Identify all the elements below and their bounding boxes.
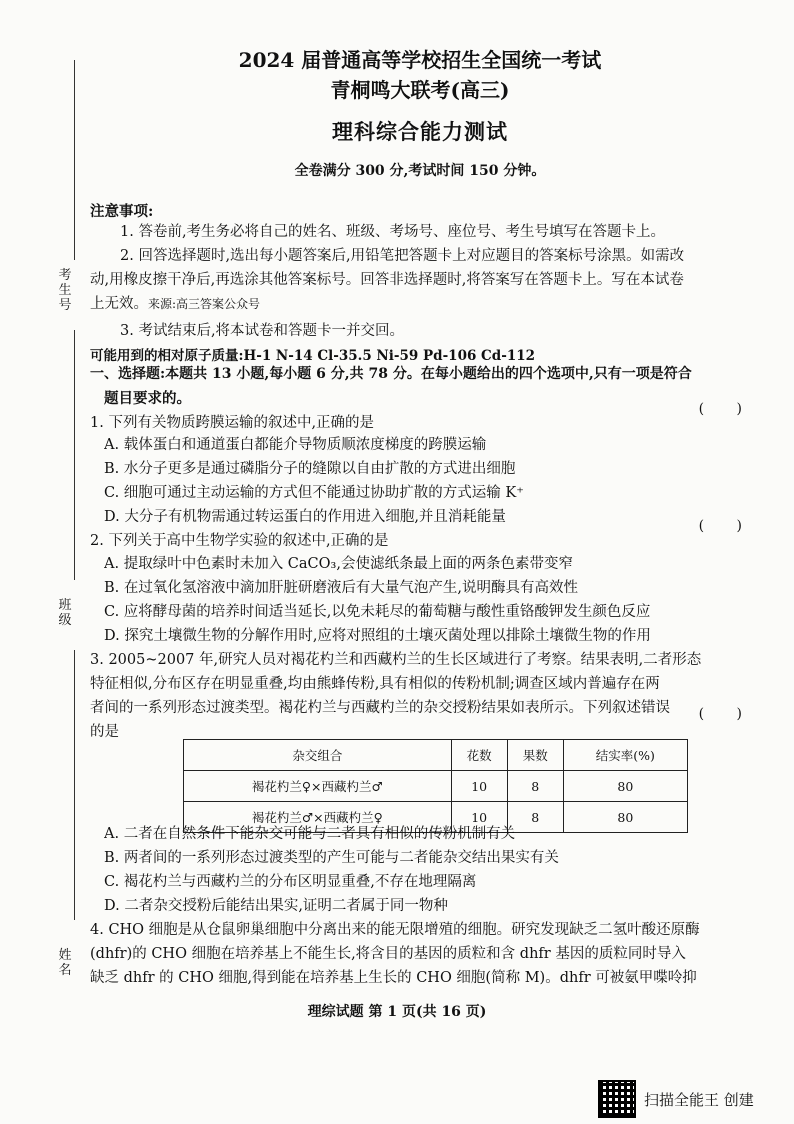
exam-id-label: 考生号: [58, 268, 72, 313]
q2-option-d: D. 探究土壤微生物的分解作用时,应将对照组的土壤灭菌处理以排除土壤微生物的作用: [104, 628, 651, 644]
q2-option-c: C. 应将酵母菌的培养时间适当延长,以免未耗尽的葡萄糖与酸性重铬酸钾发生颜色反应: [104, 604, 651, 620]
q4-line-c: 缺乏 dhfr 的 CHO 细胞,得到能在培养基上生长的 CHO 细胞(简称 M)。dhfr 可被氨甲喋呤抑: [90, 970, 697, 986]
margin-line-mid: [74, 330, 75, 580]
scanner-watermark: [598, 1080, 754, 1118]
notes-item-2c: [90, 292, 760, 313]
section1-heading-b: 题目要求的。: [104, 390, 191, 407]
notes-item-2c-text: 上无效。: [90, 296, 148, 312]
notes-item-1: 1. 答卷前,考生务必将自己的姓名、班级、考场号、座位号、考生号填写在答题卡上。: [120, 224, 666, 240]
q3-option-b: B. 两者间的一系列形态过渡类型的产生可能与二者能杂交结出果实有关: [104, 850, 559, 866]
table-header-cell: 花数: [451, 740, 507, 771]
table-cell: 8: [507, 771, 563, 802]
q3-table: [183, 739, 688, 833]
exam-title: 2024 届普通高等学校招生全国统一考试: [238, 48, 602, 72]
table-cell: 10: [451, 771, 507, 802]
q3-stem-d: 的是: [90, 724, 119, 740]
scanner-text: 扫描全能王 创建: [644, 1090, 754, 1109]
q3-option-d: D. 二者杂交授粉后能结出果实,证明二者属于同一物种: [104, 898, 448, 914]
margin-line-top: [74, 60, 75, 260]
exam-subtitle: 青桐鸣大联考(高三): [330, 78, 510, 102]
q2-answer-paren: ( ): [698, 518, 756, 534]
table-cell: 褐花杓兰♂×西藏杓兰♀: [184, 802, 452, 833]
notes-item-3: 3. 考试结束后,将本试卷和答题卡一并交回。: [120, 323, 405, 339]
score-info: 全卷满分 300 分,考试时间 150 分钟。: [294, 163, 546, 179]
q2-option-a: A. 提取绿叶中色素时未加入 CaCO₃,会使滤纸条最上面的两条色素带变窄: [104, 556, 573, 572]
table-header-cell: 杂交组合: [184, 740, 452, 771]
q1-option-b: B. 水分子更多是通过磷脂分子的缝隙以自由扩散的方式进出细胞: [104, 461, 516, 477]
q1-answer-paren: ( ): [698, 401, 756, 417]
notes-heading: 注意事项:: [90, 203, 154, 220]
table-cell: 8: [507, 802, 563, 833]
qr-code-icon: [598, 1080, 636, 1118]
q3-option-c: C. 褐花杓兰与西藏杓兰的分布区明显重叠,不存在地理隔离: [104, 874, 477, 890]
q1-option-a: A. 载体蛋白和通道蛋白都能介导物质顺浓度梯度的跨膜运输: [104, 437, 487, 453]
q2-option-b: B. 在过氧化氢溶液中滴加肝脏研磨液后有大量气泡产生,说明酶具有高效性: [104, 580, 578, 596]
notes-item-2b: 动,用橡皮擦干净后,再选涂其他答案标号。回答非选择题时,将答案写在答题卡上。写在本试卷: [90, 272, 684, 288]
q4-line-b: (dhfr)的 CHO 细胞在培养基上不能生长,将含目的基因的质粒和含 dhfr 基因的质粒同时导入: [90, 946, 686, 962]
atomic-masses: 可能用到的相对原子质量:H-1 N-14 Cl-35.5 Ni-59 Pd-106 Cd-112: [90, 348, 536, 364]
page-footer: 理综试题 第 1 页(共 16 页): [307, 1004, 487, 1020]
table-header-cell: 果数: [507, 740, 563, 771]
q3-stem-b: 特征相似,分布区存在明显重叠,均由熊蜂传粉,具有相似的传粉机制;调查区域内普遍存在两: [90, 676, 660, 692]
table-cell: 褐花杓兰♀×西藏杓兰♂: [184, 771, 452, 802]
class-label: 班级: [58, 598, 72, 628]
q3-stem-a: 3. 2005~2007 年,研究人员对褐花杓兰和西藏杓兰的生长区域进行了考察。结果表明,二者形态: [90, 652, 702, 668]
table-row: [184, 771, 688, 802]
table-header-row: [184, 740, 688, 771]
q2-stem: 2. 下列关于高中生物学实验的叙述中,正确的是: [90, 533, 389, 549]
q3-answer-paren: ( ): [698, 706, 756, 722]
section1-heading-a: 一、选择题:本题共 13 小题,每小题 6 分,共 78 分。在每小题给出的四个选项中,只有一项是符合: [90, 366, 692, 382]
q1-option-c: C. 细胞可通过主动运输的方式但不能通过协助扩散的方式运输 K⁺: [104, 485, 524, 501]
name-label: 姓名: [58, 948, 72, 978]
table-cell: 80: [563, 771, 687, 802]
q1-stem: 1. 下列有关物质跨膜运输的叙述中,正确的是: [90, 415, 375, 431]
q1-option-d: D. 大分子有机物需通过转运蛋白的作用进入细胞,并且消耗能量: [104, 509, 506, 525]
subject-title: 理科综合能力测试: [332, 119, 508, 144]
q3-stem-c: 者间的一系列形态过渡类型。褐花杓兰与西藏杓兰的杂交授粉结果如表所示。下列叙述错误: [90, 700, 670, 716]
table-cell: 10: [451, 802, 507, 833]
q4-line-a: 4. CHO 细胞是从仓鼠卵巢细胞中分离出来的能无限增殖的细胞。研究发现缺乏二氢叶酸还原酶: [90, 922, 700, 938]
source-note: 来源:高三答案公众号: [148, 297, 261, 311]
q3-option-a: A. 二者在自然条件下能杂交可能与二者具有相似的传粉机制有关: [104, 826, 516, 842]
notes-item-2a: 2. 回答选择题时,选出每小题答案后,用铅笔把答题卡上对应题目的答案标号涂黑。如需改: [120, 248, 685, 264]
table-cell: 80: [563, 802, 687, 833]
margin-line-low: [74, 650, 75, 920]
table-header-cell: 结实率(%): [563, 740, 687, 771]
